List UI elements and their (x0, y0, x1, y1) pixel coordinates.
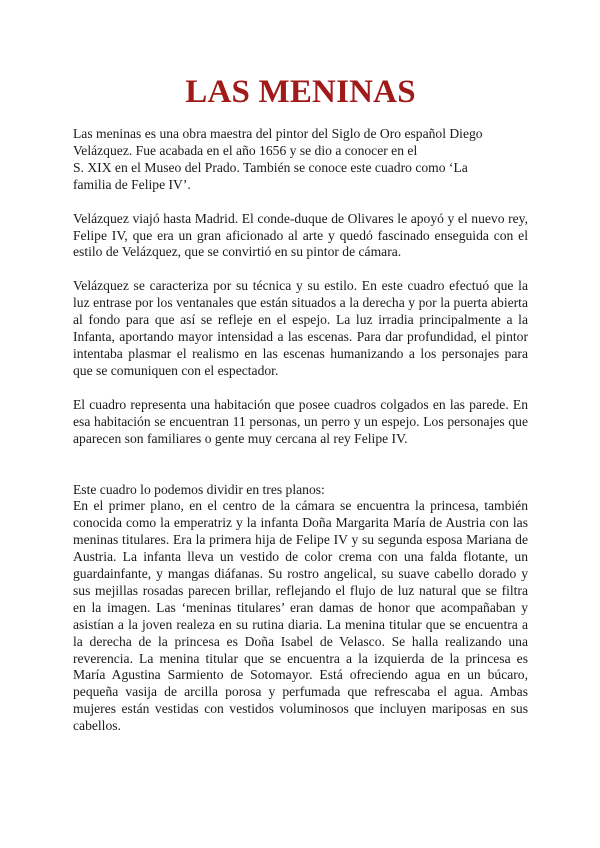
paragraph-first-plane: En el primer plano, en el centro de la cámara se encuentra la princesa, también conocida como la emperatriz y la infanta Doña Margarita María de Austria con las meninas titulares. Era la primera hija de Felipe IV y su segunda esposa Mariana de Austria. La infanta lleva un vestido de color crema con una falda flotante, un guardainfante, y mangas diáfanas. Su rostro angelical, su suave cabello dorado y sus mejillas rosadas parecen brillar, reflejando el flujo de luz natural que se filtra en la imagen. Las ‘meninas titulares’ eran damas de honor que acompañaban y asistían a la joven realeza en su rutina diaria. La menina titular que se encuentra a la derecha de la princesa es Doña Isabel de Velasco. Se halla realizando una reverencia. La menina titular que se encuentra a la izquierda de la princesa es María Agustina Sarmiento de Sotomayor. Está ofreciendo agua en un búcaro, pequeña vasija de arcilla porosa y perfumada que refrescaba el agua. Ambas mujeres están vestidas con vestidos voluminosos que incluyen mariposas en sus cabellos. (73, 498, 528, 734)
document-page (73, 72, 528, 752)
intro-line: familia de Felipe IV’. (73, 176, 191, 192)
page-title: LAS MENINAS (185, 74, 416, 110)
intro-line: Velázquez. Fue acabada en el año 1656 y se dio a conocer en el (73, 142, 418, 158)
paragraph-technique: Velázquez se caracteriza por su técnica y su estilo. En este cuadro efectuó que la luz entrase por los ventanales que están situados a la derecha y por la puerta abierta al fondo para que así se refleje en el espejo. La luz irradia principalmente a la Infanta, aportando mayor intensidad a las escenas. Para dar profundidad, el pintor intentaba plasmar el realismo en las escenas humanizando a los personajes para que se comuniquen con el espectador. (73, 278, 528, 378)
paragraph-planes-intro: Este cuadro lo podemos dividir en tres planos: (73, 481, 325, 497)
paragraph-room: El cuadro representa una habitación que posee cuadros colgados en las parede. En esa habitación se encuentran 11 personas, un perro y un espejo. Los personajes que aparecen son familiares o gente muy cercana al rey Felipe IV. (73, 396, 528, 446)
intro-line: S. XIX en el Museo del Prado. También se conoce este cuadro como ‘La (73, 159, 468, 175)
paragraph-intro (73, 126, 528, 194)
paragraph-madrid: Velázquez viajó hasta Madrid. El conde-duque de Olivares le apoyó y el nuevo rey, Felipe IV, que era un gran aficionado al arte y quedó fascinado enseguida con el estilo de Velázquez, que se convirtió en su pintor de cámara. (73, 210, 528, 260)
intro-line: Las meninas es una obra maestra del pintor del Siglo de Oro español Diego (73, 126, 483, 141)
